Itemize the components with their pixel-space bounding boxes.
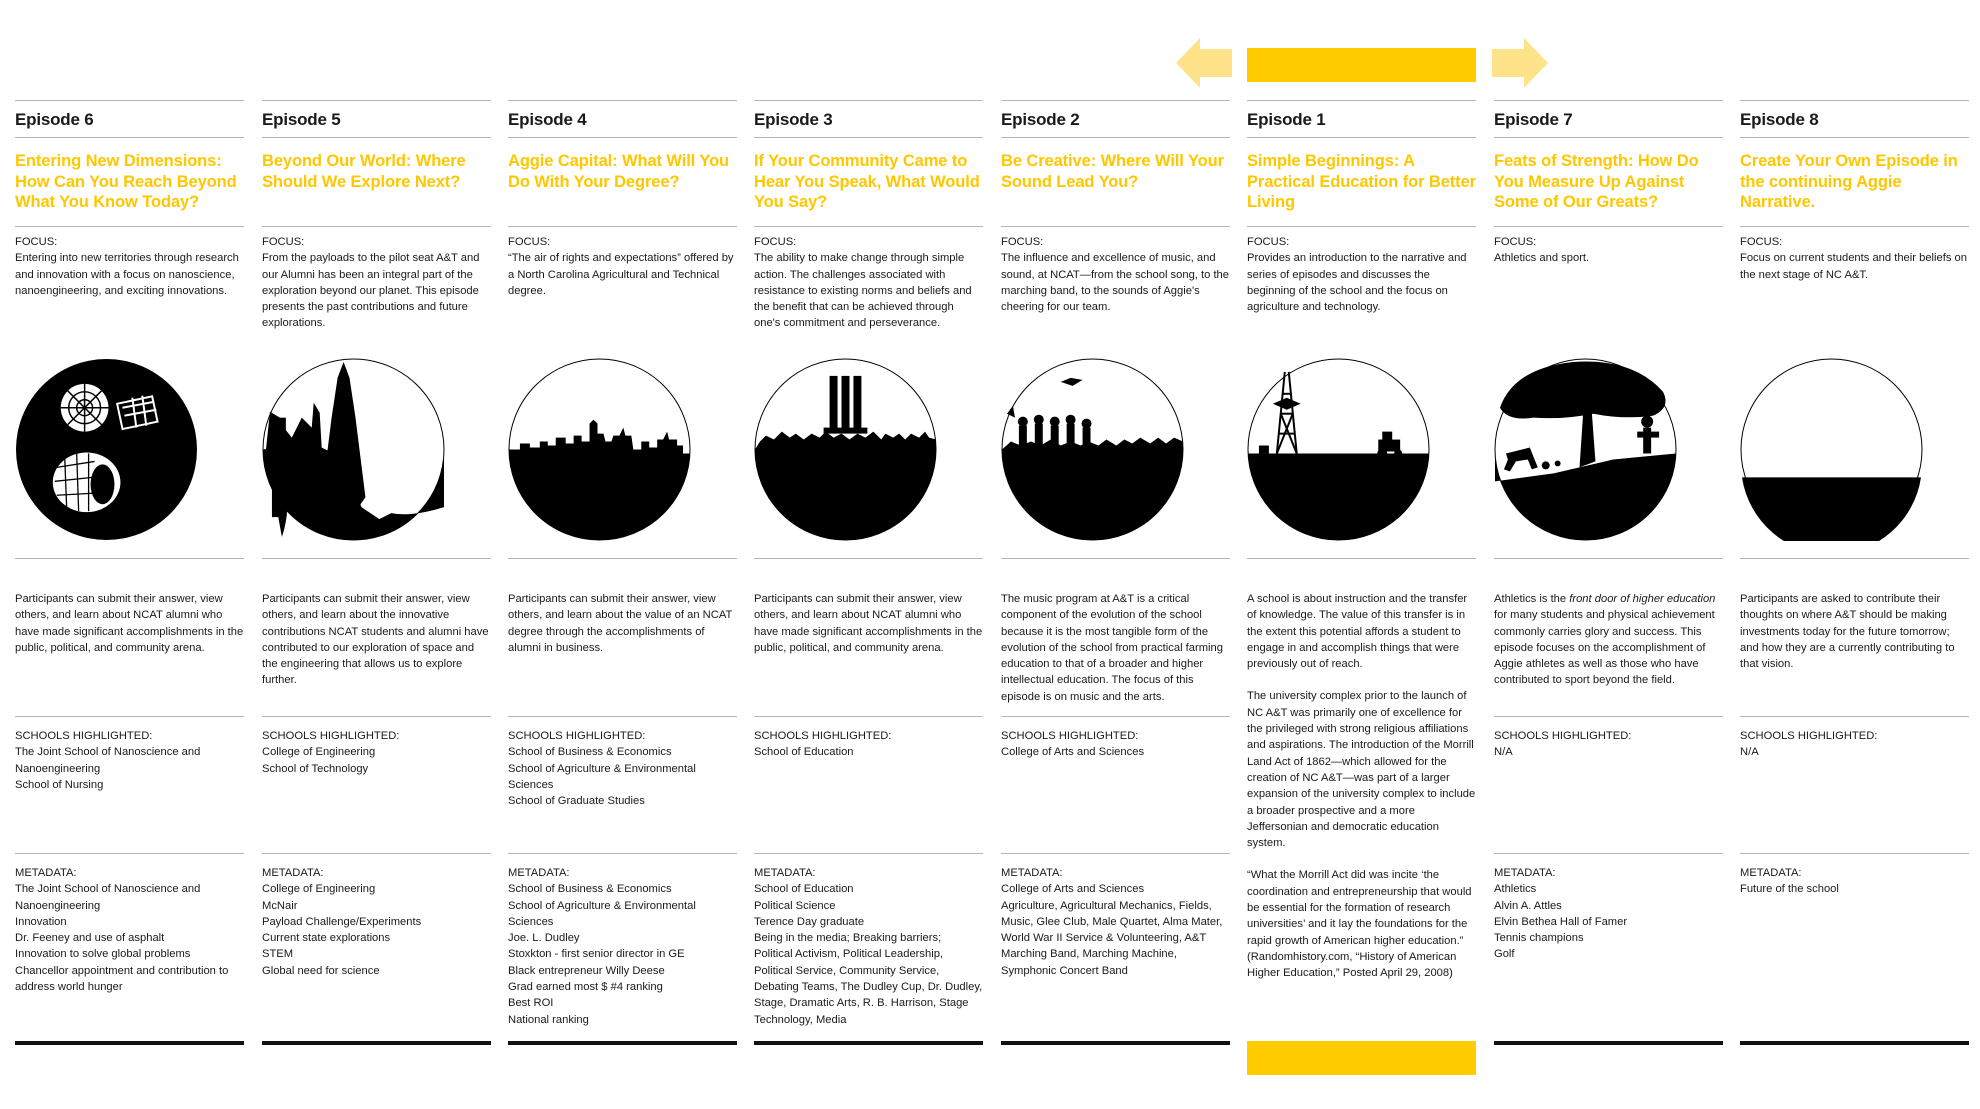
schools-section [1740, 728, 1969, 761]
schools-section [1001, 728, 1230, 761]
schools-label: SCHOOLS HIGHLIGHTED: [754, 730, 892, 742]
column-footer-rule [15, 1041, 244, 1045]
episode-column-3[interactable] [754, 100, 983, 1045]
focus-text: The ability to make change through simple action. The challenges associated with resistance to existing norms and beliefs and the benefit that can be achieved through one's commitment and perseverance. [754, 252, 972, 330]
description-paragraph: Participants are asked to contribute their thoughts on where A&T should be making investments today for the future tomorrow; and how they are a currently contributing to that vision. [1740, 593, 1955, 671]
focus-text: Provides an introduction to the narrative and series of episodes and discusses the beginning of the school and the focus on agriculture and technology. [1247, 252, 1467, 314]
metadata-label: METADATA: [15, 867, 77, 879]
column-footer-rule [754, 1041, 983, 1045]
metadata-item: Joe. L. Dudley [508, 932, 580, 945]
episode-title: Feats of Strength: How Do You Measure Up Against Some of Our Greats? [1494, 152, 1699, 211]
metadata-item: Alvin A. Attles [1494, 899, 1562, 912]
schools-section [262, 728, 491, 777]
episode-title: Entering New Dimensions: How Can You Reach Beyond What You Know Today? [15, 152, 237, 211]
episode-title: Be Creative: Where Will Your Sound Lead You? [1001, 152, 1224, 191]
space-shuttle-icon [262, 358, 445, 541]
focus-label: FOCUS: [262, 236, 305, 248]
metadata-item: Future of the school [1740, 883, 1839, 896]
focus-text: Entering into new territories through research and innovation with a focus on nanoscience, nanoengineering, and exciting innovations. [15, 252, 239, 297]
metadata-section [262, 865, 491, 979]
monument-crowd-icon [754, 358, 937, 541]
metadata-label: METADATA: [508, 867, 570, 879]
focus-label: FOCUS: [1494, 236, 1537, 248]
episode-description [1740, 591, 1969, 688]
metadata-item: School of Agriculture & Environmental Sciences [508, 899, 696, 928]
schools-section [754, 728, 983, 761]
episode-description [1247, 591, 1476, 998]
school-item: School of Technology [262, 762, 369, 775]
nanostructures-icon [15, 358, 198, 541]
metadata-item: Terence Day graduate [754, 915, 865, 928]
metadata-section [1740, 865, 1969, 898]
metadata-section [1494, 865, 1723, 963]
metadata-section [508, 865, 737, 1028]
focus-label: FOCUS: [1247, 236, 1290, 248]
schools-label: SCHOOLS HIGHLIGHTED: [1494, 730, 1632, 742]
episode-label: Episode 2 [1001, 110, 1080, 129]
metadata-item: Golf [1494, 948, 1515, 961]
metadata-label: METADATA: [754, 867, 816, 879]
episode-description [262, 591, 491, 705]
metadata-section [15, 865, 244, 995]
focus-label: FOCUS: [1740, 236, 1783, 248]
metadata-item: National ranking [508, 1013, 589, 1026]
focus-section [508, 234, 737, 299]
episode-label: Episode 4 [508, 110, 587, 129]
metadata-item: Elvin Bethea Hall of Famer [1494, 915, 1628, 928]
episode-title: Create Your Own Episode in the continuing Aggie Narrative. [1740, 152, 1958, 211]
description-paragraph: The university complex prior to the launch of NC A&T was primarily one of excellence for the privileged with strong religious affiliations and aspirations. The introduction of the Morrill Land Act of 1862—which allowed for the creation of NC A&T—was part of a larger expansion of the university complex to include a broader prospective and a more Jeffersonian and democratic education system. [1247, 690, 1476, 850]
episode-label: Episode 7 [1494, 110, 1573, 129]
current-episode-footer-marker [1247, 1041, 1476, 1075]
horizon-icon [1740, 358, 1923, 541]
metadata-item: Black entrepreneur Willy Deese [508, 964, 665, 977]
episode-column-5[interactable] [262, 100, 491, 1045]
metadata-item: College of Engineering [262, 883, 376, 896]
episode-description [15, 591, 244, 672]
focus-section [1740, 234, 1969, 283]
focus-section [754, 234, 983, 332]
schools-section [508, 728, 737, 809]
farm-windmill-icon [1247, 358, 1430, 541]
metadata-item: School of Business & Economics [508, 883, 672, 896]
description-quote: “What the Morrill Act did was incite ‘the coordination and entrepreneurship that would be essential for the formation of research universities’ and it lay the foundations for the rapid growth of American higher education.” (Randomhistory.com, “History of American Higher Education,” Posted April 29, 2008) [1247, 869, 1472, 980]
episode-label: Episode 1 [1247, 110, 1326, 129]
metadata-label: METADATA: [1001, 867, 1063, 879]
school-item: The Joint School of Nanoscience and Nanoengineering [15, 746, 201, 775]
focus-label: FOCUS: [508, 236, 551, 248]
column-footer-rule [1001, 1041, 1230, 1045]
school-item: N/A [1740, 746, 1759, 759]
metadata-label: METADATA: [262, 867, 324, 879]
focus-section [262, 234, 491, 332]
tree-athletes-icon [1494, 358, 1677, 541]
episode-column-2[interactable] [1001, 100, 1230, 1045]
metadata-item: McNair [262, 899, 298, 912]
emphasis-text: front door of higher education [1569, 593, 1716, 605]
description-paragraph: Participants can submit their answer, view others, and learn about the value of an NCAT degree through the accomplishments of alumni in business. [508, 593, 733, 654]
metadata-item: Current state explorations [262, 932, 391, 945]
column-footer-rule [1494, 1041, 1723, 1045]
focus-section [1247, 234, 1476, 315]
focus-label: FOCUS: [754, 236, 797, 248]
focus-text: “The air of rights and expectations” offered by a North Carolina Agricultural and Technical degree. [508, 252, 734, 297]
focus-text: Athletics and sport. [1494, 252, 1590, 265]
metadata-item: The Joint School of Nanoscience and Nanoengineering [15, 883, 201, 912]
focus-text: From the payloads to the pilot seat A&T and our Alumni has been an integral part of the exploration beyond our planet. This episode presents the past contributions and future explorations. [262, 252, 480, 330]
schools-label: SCHOOLS HIGHLIGHTED: [1001, 730, 1139, 742]
metadata-item: Innovation to solve global problems [15, 948, 191, 961]
metadata-item: Chancellor appointment and contribution to address world hunger [15, 964, 229, 994]
metadata-label: METADATA: [1494, 867, 1556, 879]
episode-label: Episode 6 [15, 110, 94, 129]
episode-description [508, 591, 737, 672]
column-footer-rule [262, 1041, 491, 1045]
episode-column-7[interactable] [1494, 100, 1723, 1045]
metadata-item: STEM [262, 948, 294, 961]
metadata-item: Debating Teams, The Dudley Cup, Dr. Dudley, Stage, Dramatic Arts, R. B. Harrison, Stage Technology, Media [754, 981, 983, 1026]
schools-label: SCHOOLS HIGHLIGHTED: [15, 730, 153, 742]
school-item: School of Agriculture & Environmental Sciences [508, 762, 696, 791]
school-item: N/A [1494, 746, 1513, 759]
school-item: College of Engineering [262, 746, 376, 759]
episode-description [1494, 591, 1723, 705]
episode-column-6[interactable] [15, 100, 244, 1045]
metadata-item: Agriculture, Agricultural Mechanics, Fields, Music, Glee Club, Male Quartet, Alma Mater, World War II Service & Volunteering, A&T Marching Band, Marching Machine, Symphonic Concert Band [1001, 899, 1223, 977]
school-item: School of Education [754, 746, 854, 759]
episode-column-1[interactable] [1247, 100, 1476, 1045]
school-item: School of Business & Economics [508, 746, 672, 759]
metadata-section [754, 865, 983, 1028]
metadata-item: Best ROI [508, 997, 554, 1010]
description-paragraph: The music program at A&T is a critical component of the evolution of the school because it is the most tangible form of the evolution of the school from practical farming education to that of a broader and higher intellectual education. The focus of this episode is on music and the arts. [1001, 593, 1223, 703]
schools-label: SCHOOLS HIGHLIGHTED: [262, 730, 400, 742]
metadata-section [1001, 865, 1230, 979]
metadata-item: Athletics [1494, 883, 1537, 896]
metadata-item: College of Arts and Sciences [1001, 883, 1145, 896]
description-paragraph: Participants can submit their answer, view others, and learn about NCAT alumni who have made significant accomplishments in the public, political, and community arena. [754, 593, 983, 654]
episode-title: Simple Beginnings: A Practical Education for Better Living [1247, 152, 1476, 211]
metadata-item: Political Activism, Political Leadership, Political Service, Community Service, [754, 948, 944, 977]
episode-label: Episode 3 [754, 110, 833, 129]
school-item: College of Arts and Sciences [1001, 746, 1145, 759]
metadata-item: Stoxkton - first senior director in GE [508, 948, 685, 961]
description-paragraph: Athletics is the front door of higher education for many students and physical achievement commonly carries glory and success. This episode focuses on the accomplishment of Aggie athletes as well as those who have contributed to sport beyond the field. [1494, 593, 1716, 687]
metadata-item: Political Science [754, 899, 836, 912]
arrow-left-icon[interactable] [1176, 38, 1232, 88]
episode-title: If Your Community Came to Hear You Speak, What Would You Say? [754, 152, 980, 211]
schools-label: SCHOOLS HIGHLIGHTED: [508, 730, 646, 742]
school-item: School of Graduate Studies [508, 795, 645, 808]
schools-section [1494, 728, 1723, 761]
metadata-item: Being in the media; Breaking barriers; [754, 932, 942, 945]
metadata-label: METADATA: [1740, 867, 1802, 879]
focus-section [15, 234, 244, 299]
current-episode-marker [1247, 48, 1476, 82]
schools-label: SCHOOLS HIGHLIGHTED: [1740, 730, 1878, 742]
metadata-item: Grad earned most $ #4 ranking [508, 981, 663, 994]
episode-description [1001, 591, 1230, 721]
episode-label: Episode 8 [1740, 110, 1819, 129]
focus-label: FOCUS: [1001, 236, 1044, 248]
column-footer-rule [508, 1041, 737, 1045]
episode-title: Aggie Capital: What Will You Do With Your Degree? [508, 152, 730, 191]
episode-title: Beyond Our World: Where Should We Explore Next? [262, 152, 466, 191]
metadata-item: Dr. Feeney and use of asphalt [15, 932, 165, 945]
marching-band-icon [1001, 358, 1184, 541]
schools-section [15, 728, 244, 793]
episode-column-8[interactable] [1740, 100, 1969, 1045]
focus-text: The influence and excellence of music, and sound, at NCAT—from the school song, to the marching band, to the sounds of Aggie's cheering for our team. [1001, 252, 1230, 314]
column-footer-rule [1740, 1041, 1969, 1045]
focus-section [1001, 234, 1230, 315]
description-paragraph: Participants can submit their answer, view others, and learn about NCAT alumni who have made significant accomplishments in the public, political, and community arena. [15, 593, 244, 654]
city-skyline-icon [508, 358, 691, 541]
focus-text: Focus on current students and their beliefs on the next stage of NC A&T. [1740, 252, 1967, 281]
metadata-item: Payload Challenge/Experiments [262, 915, 422, 928]
metadata-item: Global need for science [262, 964, 380, 977]
metadata-item: Tennis champions [1494, 932, 1584, 945]
focus-section [1494, 234, 1723, 267]
metadata-item: Innovation [15, 915, 67, 928]
episode-column-4[interactable] [508, 100, 737, 1045]
focus-label: FOCUS: [15, 236, 58, 248]
description-paragraph: Participants can submit their answer, view others, and learn about the innovative contributions NCAT students and alumni have contributed to our exploration of space and the engineering that allows us to explore further. [262, 593, 489, 687]
episode-label: Episode 5 [262, 110, 341, 129]
metadata-item: School of Education [754, 883, 854, 896]
school-item: School of Nursing [15, 778, 104, 791]
description-paragraph: A school is about instruction and the transfer of knowledge. The value of this transfer is in the extent this potential affords a student to engage in and accomplish things that were previously out of reach. [1247, 593, 1468, 671]
episode-description [754, 591, 983, 672]
arrow-right-icon[interactable] [1492, 38, 1548, 88]
